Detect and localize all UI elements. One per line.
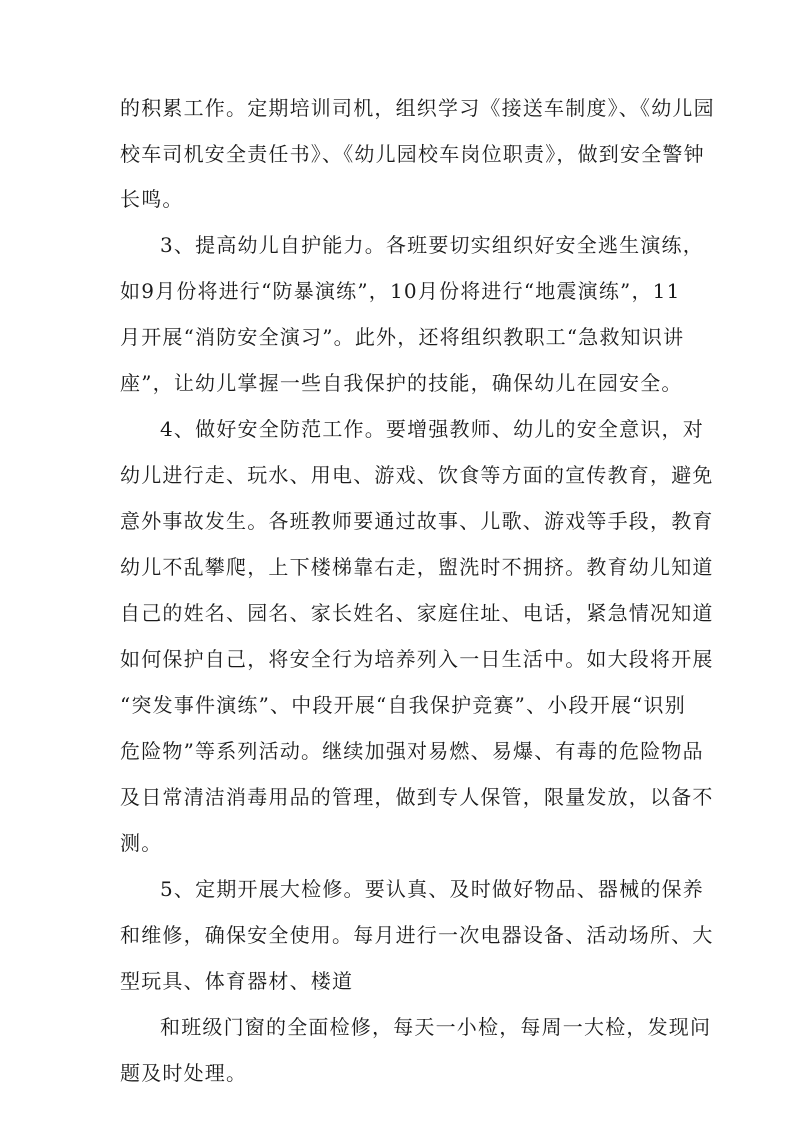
text-line: 意外事故发生。各班教师要通过故事、儿歌、游戏等手段，教育 [120, 509, 714, 533]
text-line: 和维修，确保安全使用。每月进行一次电器设备、活动场所、大 [120, 923, 714, 947]
text-line: 幼儿进行走、玩水、用电、游戏、饮食等方面的宣传教育，避免 [120, 463, 714, 487]
paragraph-5-first-line: 5、定期开展大检修。要认真、及时做好物品、器械的保养 [160, 877, 704, 901]
text-line: 的积累工作。定期培训司机，组织学习《接送车制度》、《幼儿园 [120, 96, 715, 120]
text-line: 座”，让幼儿掌握一些自我保护的技能，确保幼儿在园安全。 [120, 371, 683, 395]
text-line: 如9月份将进行“防暴演练”，10月份将进行“地震演练”，11 [120, 279, 681, 303]
paragraph-4-first-line: 4、做好安全防范工作。要增强教师、幼儿的安全意识，对 [160, 417, 704, 441]
text-line: 型玩具、体育器材、楼道 [120, 969, 354, 993]
text-line: 月开展“消防安全演习”。此外，还将组织教职工“急救知识讲 [120, 325, 685, 349]
text-line: 危险物”等系列活动。继续加强对易燃、易爆、有毒的危险物品 [120, 739, 704, 763]
text-line: 如何保护自己，将安全行为培养列入一日生活中。如大段将开展 [120, 647, 714, 671]
text-line: 测。 [120, 831, 163, 855]
paragraph-3-first-line: 3、提高幼儿自护能力。各班要切实组织好安全逃生演练， [160, 233, 704, 257]
text-line: 题及时处理。 [120, 1061, 248, 1085]
text-line: “突发事件演练”、中段开展“自我保护竞赛”、小段开展“识别 [120, 693, 686, 717]
text-line: 和班级门窗的全面检修，每天一小检，每周一大检，发现问 [160, 1015, 712, 1039]
text-line: 及日常清洁消毒用品的管理，做到专人保管，限量发放，以备不 [120, 785, 714, 809]
text-line: 校车司机安全责任书》、《幼儿园校车岗位职责》，做到安全警钟 [120, 142, 705, 166]
text-line: 长鸣。 [120, 187, 184, 211]
text-line: 幼儿不乱攀爬，上下楼梯靠右走，盥洗时不拥挤。教育幼儿知道 [120, 555, 714, 579]
text-line: 自己的姓名、园名、家长姓名、家庭住址、电话，紧急情况知道 [120, 601, 714, 625]
